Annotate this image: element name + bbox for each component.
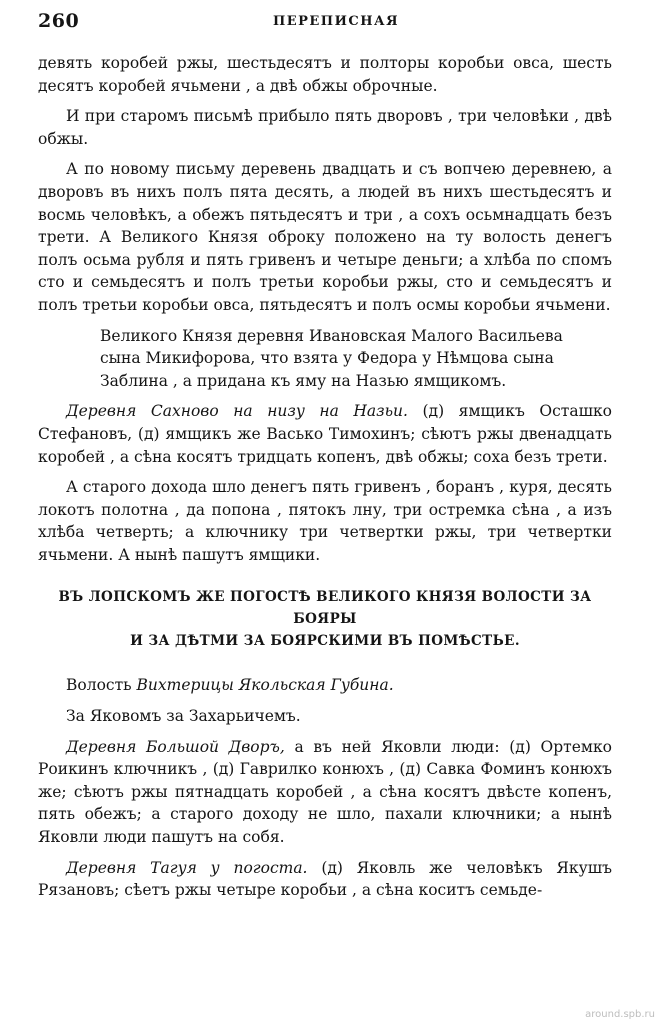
village-note-block [38, 325, 612, 393]
paragraph-sakhnovo-text: (д) ямщикъ Осташко Стефановъ, (д) ямщикъ же Васько Тимохинъ; сѣютъ ржы двенадцать коробей , а сѣна косятъ тридцать копенъ, двѣ обжы; соха безъ трети. [38, 402, 612, 466]
village-name-bolshoy-dvor: Деревня Большой Дворъ, [66, 737, 285, 756]
paragraph-bolshoy-dvor-text: а въ ней Яковли люди: (д) Ортемко Роикинъ ключникъ , (д) Гаврилко конюхъ , (д) Савка Фоминъ конюхъ же; сѣютъ ржы пятнадцать коробей , а сѣна косятъ двѣсте копенъ, пять обежъ; а старого доходу не шло, пахали ключники; а нынѣ Яковли люди пашутъ на собя. [38, 737, 612, 847]
paragraph-sakhnovo [38, 400, 612, 468]
section-heading-line-2: И ЗА ДѢТМИ ЗА БОЯРСКИМИ ВЪ ПОМѢСТЬЕ. [130, 633, 520, 650]
village-name-sakhnovo: Деревня Сахново на низу на Назьи. [66, 402, 408, 421]
paragraph-3: А по новому письму деревень двадцать и съ вопчею деревнею, а дворовъ въ нихъ полъ пята десять, а людей въ нихъ шестьдесятъ и восмь человѣкъ, а обежъ пятьдесятъ и три , а сохъ осьмнадцать безъ трети. А Великого Князя оброку положено на ту волость денегъ полъ осьма рубля и пять гривенъ и четыре деньги; а хлѣба по спомъ сто и семьдесятъ и полъ третьи коробьи ржы, сто и семьдесятъ и полъ третьи коробьи овса, пятьдесятъ и полъ осмы коробьи ячьмени. [38, 160, 612, 314]
paragraph-1: девять коробей ржы, шестьдесятъ и полторы коробьи овса, шесть десятъ коробей ячьмени , а двѣ обжы оброчные. [38, 54, 612, 95]
watermark: around.spb.ru [585, 1009, 655, 1020]
paragraph-bolshoy-dvor [38, 736, 612, 849]
section-heading [38, 586, 612, 652]
running-title: ПЕРЕПИСНАЯ [272, 14, 400, 29]
page-header [38, 10, 634, 34]
village-name-taguya: Деревня Тагуя у погоста. [66, 858, 308, 877]
paragraph-taguya [38, 857, 612, 902]
village-note-line-2: сына Микифорова, что взята у Федора у Нѣмцова сына [100, 349, 554, 368]
page-number: 260 [38, 10, 80, 32]
paragraph-2: И при старомъ письмѣ прибыло пять дворовъ , три человѣки , двѣ обжы. [38, 107, 612, 148]
section-heading-line-1: ВЪ ЛОПСКОМЪ ЖЕ ПОГОСТѢ ВЕЛИКОГО КНЯЗЯ ВОЛОСТИ ЗА БОЯРЫ [58, 589, 592, 628]
page-body [38, 52, 612, 910]
volost-name: Вихтерицы Якольская Губина. [136, 676, 394, 695]
paragraph-volost [38, 674, 612, 697]
paragraph-owner: За Яковомъ за Захарьичемъ. [66, 707, 301, 726]
volost-label: Волость [66, 676, 137, 695]
paragraph-taguya-text: (д) Яковль же человѣкъ Якушъ Рязановъ; сѣетъ ржы четыре коробьи , а сѣна коситъ семьде- [38, 858, 613, 900]
village-note-line-1: Великого Князя деревня Ивановская Малого Васильева [100, 326, 563, 345]
paragraph-old-income: А старого дохода шло денегъ пять гривенъ , боранъ , куря, десять локотъ полотна , да попона , пятокъ лну, три остремка сѣна , а изъ хлѣба четверть; а ключнику три четвертки ржы, три четвертки ячьмени. А нынѣ пашутъ ямщики. [38, 478, 612, 564]
village-note-line-3: Заблина , а придана къ яму на Назью ямщикомъ. [100, 371, 507, 390]
